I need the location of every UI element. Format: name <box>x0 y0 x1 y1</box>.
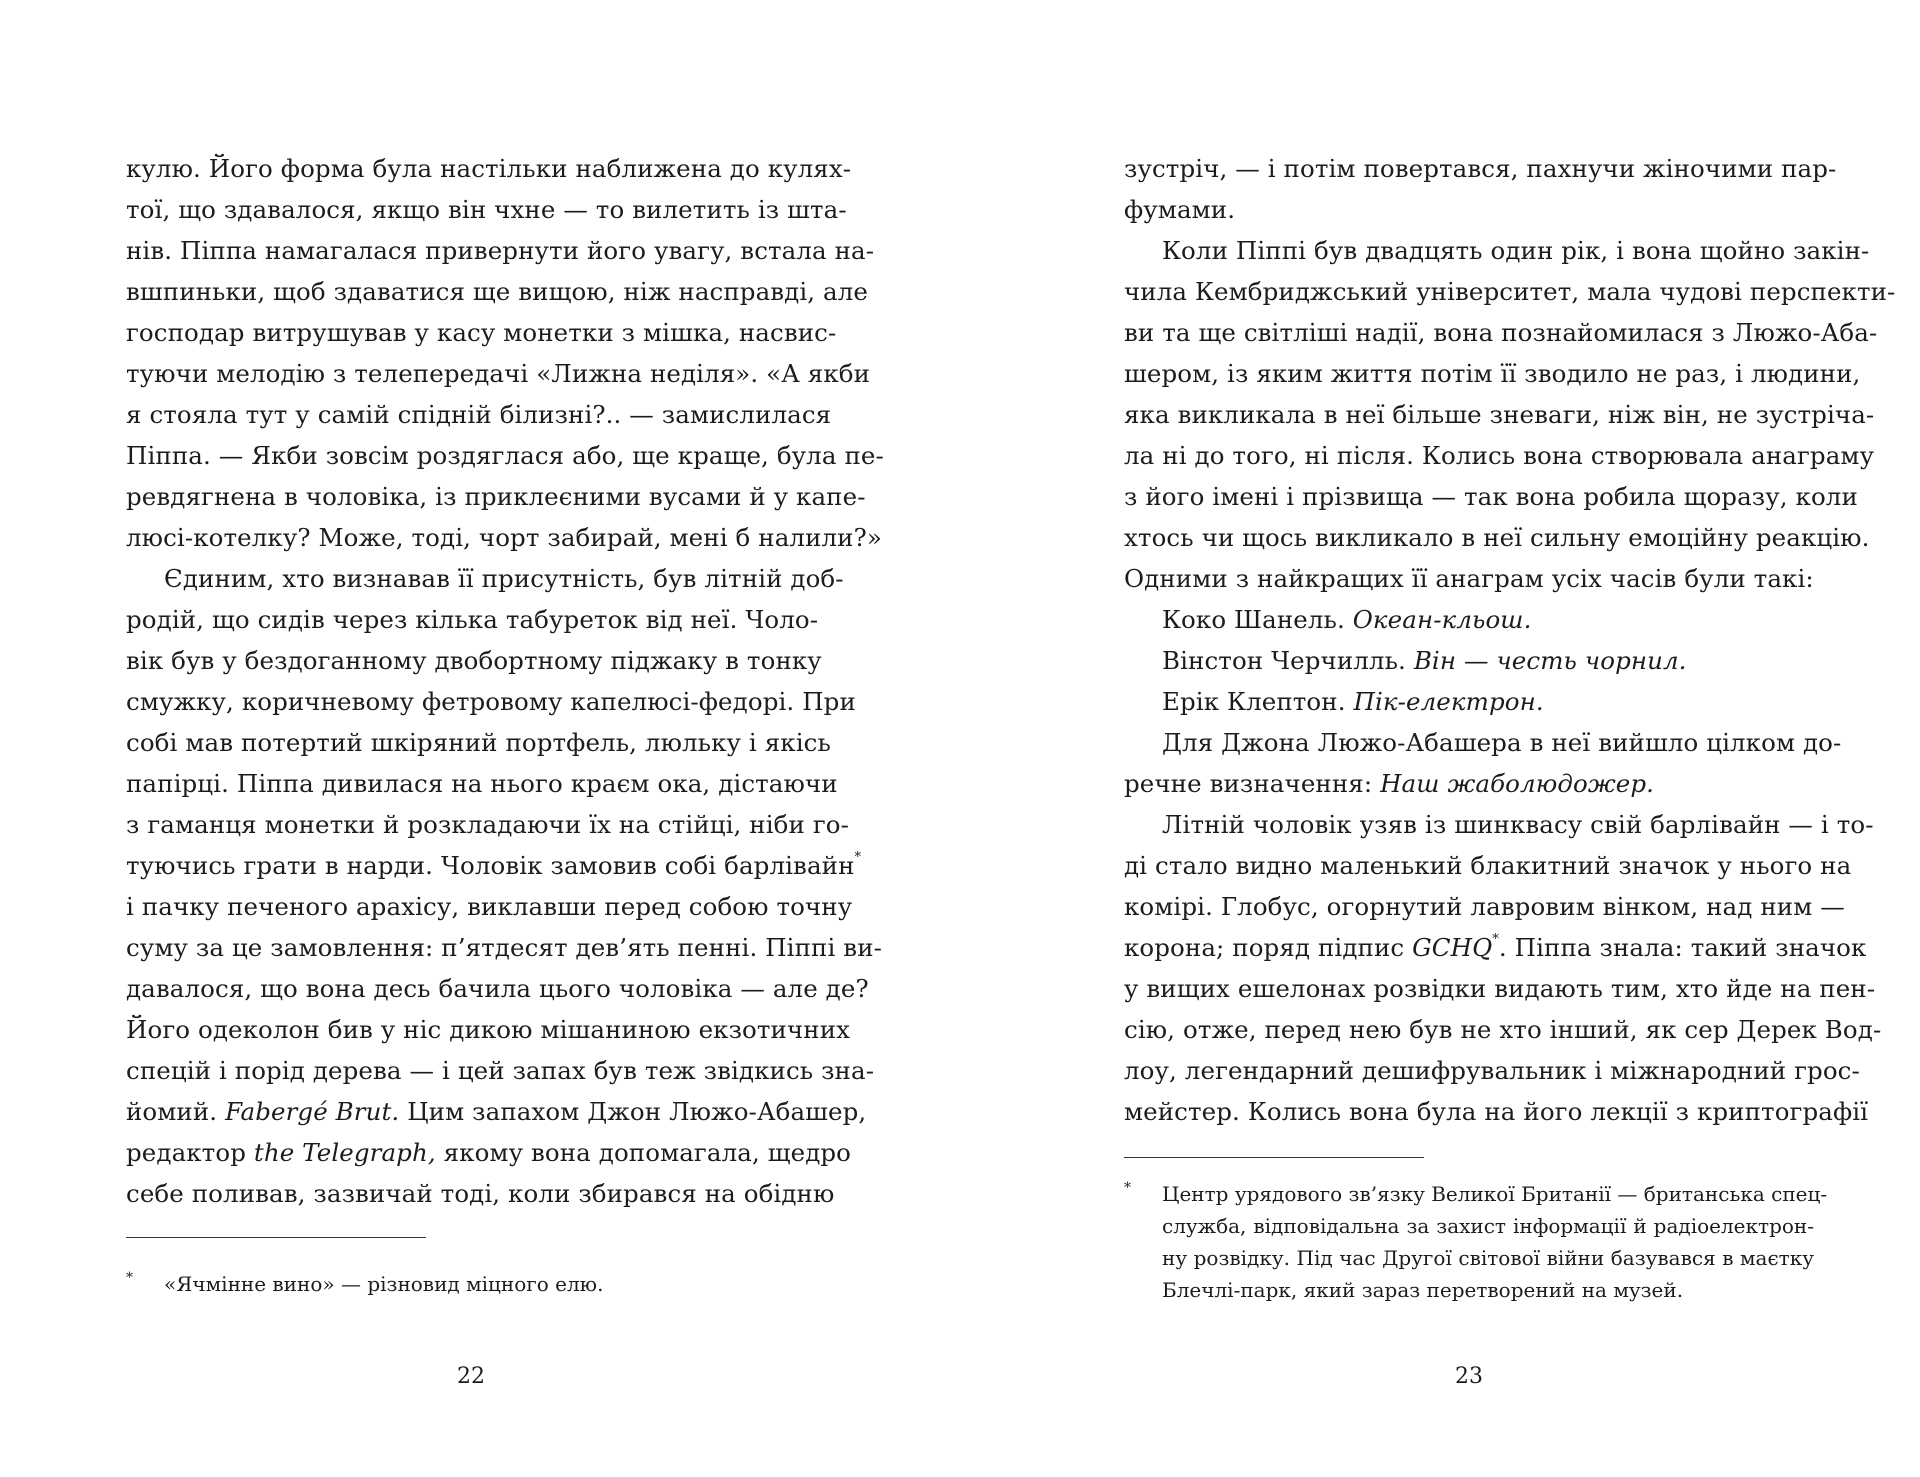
italic-brand: Fabergé Brut. <box>225 1097 400 1126</box>
text-line: сію, отже, перед нею був не хто інший, як сер Дерек Вод- <box>1124 1015 1882 1044</box>
text-fragment: туючись грати в нарди. Чоловік замовив собі барлівайн <box>126 851 855 880</box>
right-page-body <box>1124 148 1896 1132</box>
text-line: Єдиним, хто визнавав її присутність, був літній доб- <box>164 564 844 593</box>
text-line: хтось чи щось викликало в неї сильну емоційну реакцію. <box>1124 523 1870 552</box>
footnote-divider <box>126 1237 426 1238</box>
text-fragment: редактор <box>126 1138 246 1167</box>
text-line: фумами. <box>1124 195 1236 224</box>
text-line: мейстер. Колись вона була на його лекції з криптографії <box>1124 1097 1869 1126</box>
text-line <box>126 1132 852 1173</box>
text-line: тої, що здавалося, якщо він чхне — то вилетить із шта- <box>126 195 847 224</box>
text-line: туючи мелодію з телепередачі «Лижна неділя». «А якби <box>126 359 871 388</box>
text-line: ви та ще світліші надії, вона познайомилася з Люжо-Аба- <box>1124 318 1878 347</box>
text-line: і пачку печеного арахісу, виклавши перед собою точну <box>126 892 853 921</box>
text-line: господар витрушував у касу монетки з мішка, насвис- <box>126 318 837 347</box>
text-fragment: . <box>1498 933 1507 962</box>
text-line: яка викликала в неї більше зневаги, ніж він, не зустріча- <box>1124 400 1875 429</box>
text-line: шером, із яким життя потім її зводило не раз, і людини, <box>1124 359 1861 388</box>
left-page <box>126 0 884 1477</box>
text-line: ді стало видно маленький блакитний значок у нього на <box>1124 851 1852 880</box>
text-line <box>1124 927 1867 968</box>
text-fragment: корона; поряд підпис <box>1124 933 1405 962</box>
italic-newspaper: the Telegraph, <box>253 1138 436 1167</box>
text-line: родій, що сидів через кілька табуреток від неї. Чоло- <box>126 605 819 634</box>
left-page-body <box>126 148 884 1214</box>
text-line: Його одеколон бив у ніс дикою мішаниною екзотичних <box>126 1015 851 1044</box>
text-line: кулю. Його форма була настільки наближена до кулях- <box>126 154 852 183</box>
text-line: у вищих ешелонах розвідки видають тим, хто йде на пен- <box>1124 974 1876 1003</box>
text-line: я стояла тут у самій спідній білизні?.. — замислилася <box>126 400 832 429</box>
text-line: суму за це замовлення: п’ятдесят дев’ять пенні. Піппі ви- <box>126 933 882 962</box>
anagram-source: Ерік Клептон. <box>1162 687 1346 716</box>
text-line: Літній чоловік узяв із шинквасу свій барлівайн — і то- <box>1162 810 1874 839</box>
right-page <box>1124 0 1896 1477</box>
anagram-source: Коко Шанель. <box>1162 605 1345 634</box>
page-number: 23 <box>1455 1364 1483 1389</box>
text-line: вшпиньки, щоб здаватися ще вищою, ніж насправді, але <box>126 277 869 306</box>
text-line: чила Кембриджський університет, мала чудові перспекти- <box>1124 277 1896 306</box>
text-line: спецій і порід дерева — і цей запах був теж звідкись зна- <box>126 1056 875 1085</box>
text-fragment: Піппа знала: такий значок <box>1514 933 1867 962</box>
anagram-result: Він — честь чорнил. <box>1413 646 1687 675</box>
text-line: зустріч, — і потім повертався, пахнучи жіночими пар- <box>1124 154 1837 183</box>
footnote-line: Блечлі-парк, який зараз перетворений на музей. <box>1162 1278 1684 1302</box>
page-number: 22 <box>457 1364 485 1389</box>
footnote-divider <box>1124 1157 1424 1158</box>
text-line: з його імені і прізвища — так вона робила щоразу, коли <box>1124 482 1858 511</box>
text-line: ревдягнена в чоловіка, із приклеєними вусами й у капе- <box>126 482 866 511</box>
footnote-line: ну розвідку. Під час Другої світової війни базувався в маєтку <box>1162 1246 1814 1270</box>
text-fragment: йомий. <box>126 1097 218 1126</box>
footnote-body <box>164 1268 816 1300</box>
footnote-mark: * <box>1124 1180 1131 1196</box>
footnote-line: служба, відповідальна за захист інформації й радіоелектрон- <box>1162 1214 1814 1238</box>
text-line: ла ні до того, ні після. Колись вона створювала анаграму <box>1124 441 1875 470</box>
footnote <box>126 1268 816 1300</box>
anagram-source: Вінстон Черчилль. <box>1162 646 1406 675</box>
anagram-line <box>1124 599 1814 640</box>
footnote <box>1124 1178 1828 1306</box>
text-fragment: речне визначення: <box>1124 769 1373 798</box>
text-line: себе поливав, зазвичай тоді, коли збирався на обідню <box>126 1179 835 1208</box>
footnote-line: «Ячмінне вино» — різновид міцного елю. <box>164 1272 604 1296</box>
anagram-line <box>1124 681 1814 722</box>
text-line: нів. Піппа намагалася привернути його увагу, встала на- <box>126 236 875 265</box>
text-line: комірі. Глобус, огорнутий лавровим вінком, над ним — <box>1124 892 1845 921</box>
text-line: давалося, що вона десь бачила цього чоловіка — але де? <box>126 974 869 1003</box>
text-line: смужку, коричневому фетровому капелюсі-федорі. При <box>126 687 856 716</box>
text-fragment: якому вона допомагала, щедро <box>443 1138 852 1167</box>
text-line: з гаманця монетки й розкладаючи їх на стійці, ніби го- <box>126 810 850 839</box>
text-line: Коли Піппі був двадцять один рік, і вона щойно закін- <box>1162 236 1870 265</box>
anagram-result: Океан-кльош. <box>1352 605 1532 634</box>
text-line: люсі-котелку? Може, тоді, чорт забирай, мені б налили?» <box>126 523 882 552</box>
footnote-ref: * <box>1492 931 1499 947</box>
footnote-ref: * <box>854 849 862 865</box>
text-line <box>1124 763 1814 804</box>
footnote-line: Центр урядового зв’язку Великої Британії — британська спец- <box>1162 1182 1828 1206</box>
gchq-label: GCHQ <box>1412 933 1493 962</box>
text-line: лоу, легендарний дешифрувальник і міжнародний грос- <box>1124 1056 1860 1085</box>
anagram-line <box>1124 640 1814 681</box>
anagram-result: Наш жаболюдожер. <box>1380 769 1655 798</box>
text-fragment: Цим запахом Джон Люжо-Абашер, <box>407 1097 867 1126</box>
text-line: собі мав потертий шкіряний портфель, люльку і якісь <box>126 728 831 757</box>
footnote-mark: * <box>126 1270 133 1286</box>
footnote-body <box>1162 1178 1828 1306</box>
text-line <box>126 1091 867 1132</box>
text-line: Одними з найкращих її анаграм усіх часів були такі: <box>1124 564 1814 593</box>
text-line: Піппа. — Якби зовсім роздяглася або, ще краще, була пе- <box>126 441 884 470</box>
text-line: Для Джона Люжо-Абашера в неї вийшло цілком до- <box>1162 728 1842 757</box>
text-line: вік був у бездоганному двобортному піджаку в тонку <box>126 646 822 675</box>
anagram-result: Пік-електрон. <box>1353 687 1544 716</box>
text-line <box>126 845 862 886</box>
text-line: папірці. Піппа дивилася на нього краєм ока, дістаючи <box>126 769 838 798</box>
